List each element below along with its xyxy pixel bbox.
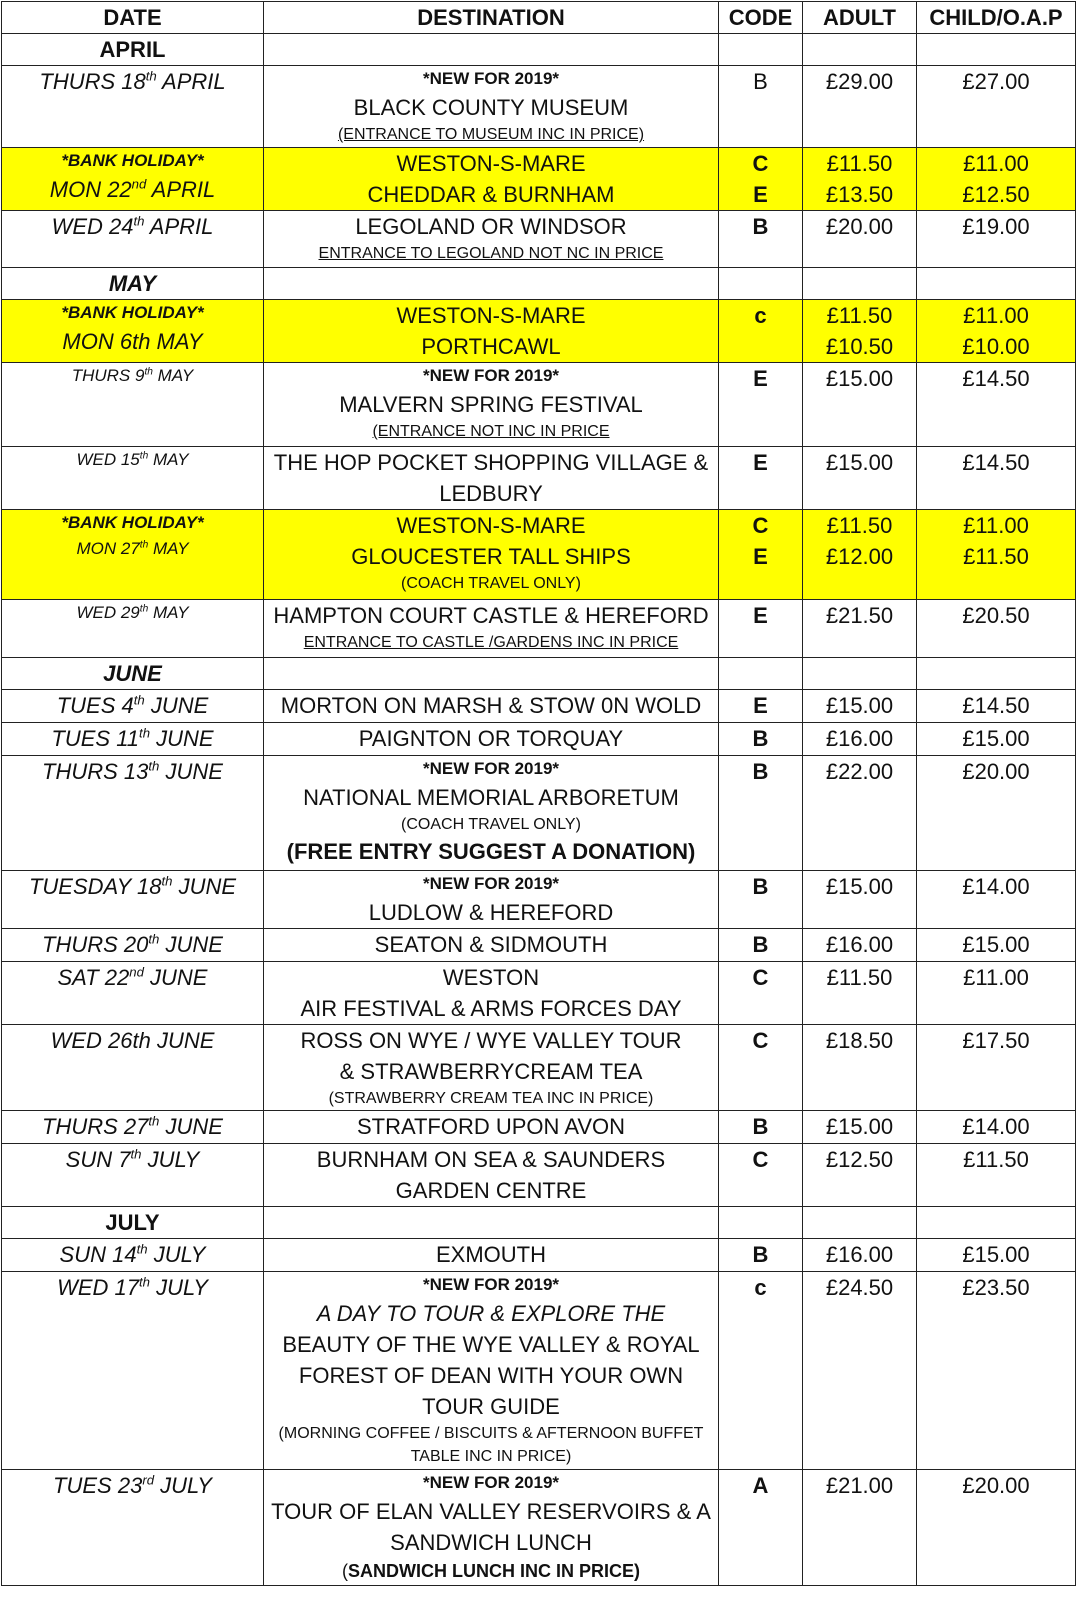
trip-code: C E: [719, 148, 803, 211]
trip-date: THURS 20th JUNE: [2, 929, 264, 962]
child-price: £14.50: [917, 690, 1076, 723]
table-row: [2, 211, 1076, 268]
child-price: £14.00: [917, 871, 1076, 929]
trip-destination: BURNHAM ON SEA & SAUNDERS GARDEN CENTRE: [264, 1144, 719, 1207]
trip-date: TUESDAY 18th JUNE: [2, 871, 264, 929]
trip-date: WED 29th MAY: [2, 600, 264, 658]
trip-date: *BANK HOLIDAY* MON 6th MAY: [2, 300, 264, 363]
trip-date: SUN 14th JULY: [2, 1239, 264, 1272]
trip-code: B: [719, 723, 803, 756]
trip-destination: *NEW FOR 2019* BLACK COUNTY MUSEUM (ENTRANCE TO MUSEUM INC IN PRICE): [264, 66, 719, 148]
trip-destination: EXMOUTH: [264, 1239, 719, 1272]
trip-destination: ROSS ON WYE / WYE VALLEY TOUR & STRAWBERRYCREAM TEA (STRAWBERRY CREAM TEA INC IN PRICE): [264, 1025, 719, 1111]
trip-destination: *NEW FOR 2019* A DAY TO TOUR & EXPLORE THE BEAUTY OF THE WYE VALLEY & ROYAL FOREST OF DEAN WITH YOUR OWN TOUR GUIDE (MORNING COFFEE / BISCUITS & AFTERNOON BUFFET TABLE INC IN PRICE): [264, 1272, 719, 1470]
header-date: DATE: [2, 2, 264, 34]
trip-date: SAT 22nd JUNE: [2, 962, 264, 1025]
trip-code: E: [719, 600, 803, 658]
trip-destination: *NEW FOR 2019* NATIONAL MEMORIAL ARBORETUM (COACH TRAVEL ONLY) (FREE ENTRY SUGGEST A DONATION): [264, 756, 719, 871]
trip-date: TUES 23rd JULY: [2, 1470, 264, 1586]
trip-code: E: [719, 690, 803, 723]
adult-price: £15.00: [803, 690, 917, 723]
trip-code: A: [719, 1470, 803, 1586]
month-label: JUNE: [2, 658, 264, 690]
table-row: [2, 962, 1076, 1025]
trip-code: B: [719, 211, 803, 268]
trip-destination: *NEW FOR 2019* LUDLOW & HEREFORD: [264, 871, 719, 929]
header-code: CODE: [719, 2, 803, 34]
child-price: £15.00: [917, 723, 1076, 756]
header-row: [2, 2, 1076, 34]
adult-price: £29.00: [803, 66, 917, 148]
adult-price: £24.50: [803, 1272, 917, 1470]
table-row-bank-holiday: [2, 148, 1076, 211]
table-row: [2, 600, 1076, 658]
trip-destination: LEGOLAND OR WINDSOR ENTRANCE TO LEGOLAND NOT NC IN PRICE: [264, 211, 719, 268]
table-row: [2, 690, 1076, 723]
trip-date: SUN 7th JULY: [2, 1144, 264, 1207]
adult-price: £15.00: [803, 447, 917, 510]
excursion-table: [1, 1, 1076, 1586]
trip-date: *BANK HOLIDAY* MON 27th MAY: [2, 510, 264, 600]
month-label: APRIL: [2, 34, 264, 66]
trip-date: TUES 11th JUNE: [2, 723, 264, 756]
child-price: £11.00 £12.50: [917, 148, 1076, 211]
trip-destination: MORTON ON MARSH & STOW 0N WOLD: [264, 690, 719, 723]
trip-destination: WESTON-S-MARE GLOUCESTER TALL SHIPS (COACH TRAVEL ONLY): [264, 510, 719, 600]
table-row: [2, 1144, 1076, 1207]
table-row: [2, 723, 1076, 756]
month-label: MAY: [2, 268, 264, 300]
child-price: £15.00: [917, 929, 1076, 962]
header-child: CHILD/O.A.P: [917, 2, 1076, 34]
trip-code: C: [719, 962, 803, 1025]
trip-date: WED 24th APRIL: [2, 211, 264, 268]
adult-price: £16.00: [803, 929, 917, 962]
table-row: [2, 756, 1076, 871]
trip-destination: WESTON-S-MARE CHEDDAR & BURNHAM: [264, 148, 719, 211]
trip-date: TUES 4th JUNE: [2, 690, 264, 723]
trip-destination: WESTON AIR FESTIVAL & ARMS FORCES DAY: [264, 962, 719, 1025]
trip-code: B: [719, 1111, 803, 1144]
trip-date: THURS 9th MAY: [2, 363, 264, 447]
table-row: [2, 1111, 1076, 1144]
child-price: £20.50: [917, 600, 1076, 658]
adult-price: £11.50: [803, 962, 917, 1025]
adult-price: £11.50 £12.00: [803, 510, 917, 600]
trip-date: WED 26th JUNE: [2, 1025, 264, 1111]
trip-code: B: [719, 929, 803, 962]
adult-price: £12.50: [803, 1144, 917, 1207]
trip-destination: PAIGNTON OR TORQUAY: [264, 723, 719, 756]
trip-code: B: [719, 871, 803, 929]
table-row: [2, 929, 1076, 962]
adult-price: £15.00: [803, 1111, 917, 1144]
trip-code: c: [719, 1272, 803, 1470]
trip-code: C E: [719, 510, 803, 600]
table-row: [2, 363, 1076, 447]
table-row-bank-holiday: [2, 510, 1076, 600]
trip-destination: *NEW FOR 2019* TOUR OF ELAN VALLEY RESERVOIRS & A SANDWICH LUNCH (SANDWICH LUNCH INC IN PRICE): [264, 1470, 719, 1586]
trip-code: B: [719, 1239, 803, 1272]
month-row: [2, 34, 1076, 66]
child-price: £14.00: [917, 1111, 1076, 1144]
trip-code: C: [719, 1144, 803, 1207]
trip-destination: SEATON & SIDMOUTH: [264, 929, 719, 962]
child-price: £20.00: [917, 756, 1076, 871]
trip-destination: HAMPTON COURT CASTLE & HEREFORD ENTRANCE TO CASTLE /GARDENS INC IN PRICE: [264, 600, 719, 658]
trip-date: THURS 27th JUNE: [2, 1111, 264, 1144]
child-price: £17.50: [917, 1025, 1076, 1111]
adult-price: £16.00: [803, 723, 917, 756]
table-row: [2, 447, 1076, 510]
trip-date: WED 17th JULY: [2, 1272, 264, 1470]
trip-destination: WESTON-S-MARE PORTHCAWL: [264, 300, 719, 363]
table-row: [2, 66, 1076, 148]
child-price: £11.00 £10.00: [917, 300, 1076, 363]
trip-code: B: [719, 66, 803, 148]
child-price: £20.00: [917, 1470, 1076, 1586]
child-price: £14.50: [917, 363, 1076, 447]
trip-code: E: [719, 447, 803, 510]
table-row: [2, 1272, 1076, 1470]
header-adult: ADULT: [803, 2, 917, 34]
header-destination: DESTINATION: [264, 2, 719, 34]
month-row: [2, 1207, 1076, 1239]
child-price: £27.00: [917, 66, 1076, 148]
trip-destination: STRATFORD UPON AVON: [264, 1111, 719, 1144]
adult-price: £20.00: [803, 211, 917, 268]
child-price: £11.00: [917, 962, 1076, 1025]
trip-code: c: [719, 300, 803, 363]
trip-destination: *NEW FOR 2019* MALVERN SPRING FESTIVAL (ENTRANCE NOT INC IN PRICE: [264, 363, 719, 447]
table-row: [2, 871, 1076, 929]
table-row: [2, 1239, 1076, 1272]
adult-price: £21.50: [803, 600, 917, 658]
child-price: £23.50: [917, 1272, 1076, 1470]
month-label: JULY: [2, 1207, 264, 1239]
adult-price: £11.50 £10.50: [803, 300, 917, 363]
adult-price: £11.50 £13.50: [803, 148, 917, 211]
trip-date: THURS 18th APRIL: [2, 66, 264, 148]
adult-price: £21.00: [803, 1470, 917, 1586]
adult-price: £15.00: [803, 363, 917, 447]
trip-destination: THE HOP POCKET SHOPPING VILLAGE & LEDBURY: [264, 447, 719, 510]
child-price: £15.00: [917, 1239, 1076, 1272]
child-price: £14.50: [917, 447, 1076, 510]
trip-date: WED 15th MAY: [2, 447, 264, 510]
trip-code: C: [719, 1025, 803, 1111]
month-row: [2, 658, 1076, 690]
child-price: £11.50: [917, 1144, 1076, 1207]
child-price: £11.00 £11.50: [917, 510, 1076, 600]
table-row-bank-holiday: [2, 300, 1076, 363]
table-row: [2, 1025, 1076, 1111]
adult-price: £15.00: [803, 871, 917, 929]
adult-price: £22.00: [803, 756, 917, 871]
trip-code: E: [719, 363, 803, 447]
month-row: [2, 268, 1076, 300]
trip-date: *BANK HOLIDAY* MON 22nd APRIL: [2, 148, 264, 211]
adult-price: £18.50: [803, 1025, 917, 1111]
child-price: £19.00: [917, 211, 1076, 268]
trip-date: THURS 13th JUNE: [2, 756, 264, 871]
table-row: [2, 1470, 1076, 1586]
trip-code: B: [719, 756, 803, 871]
adult-price: £16.00: [803, 1239, 917, 1272]
